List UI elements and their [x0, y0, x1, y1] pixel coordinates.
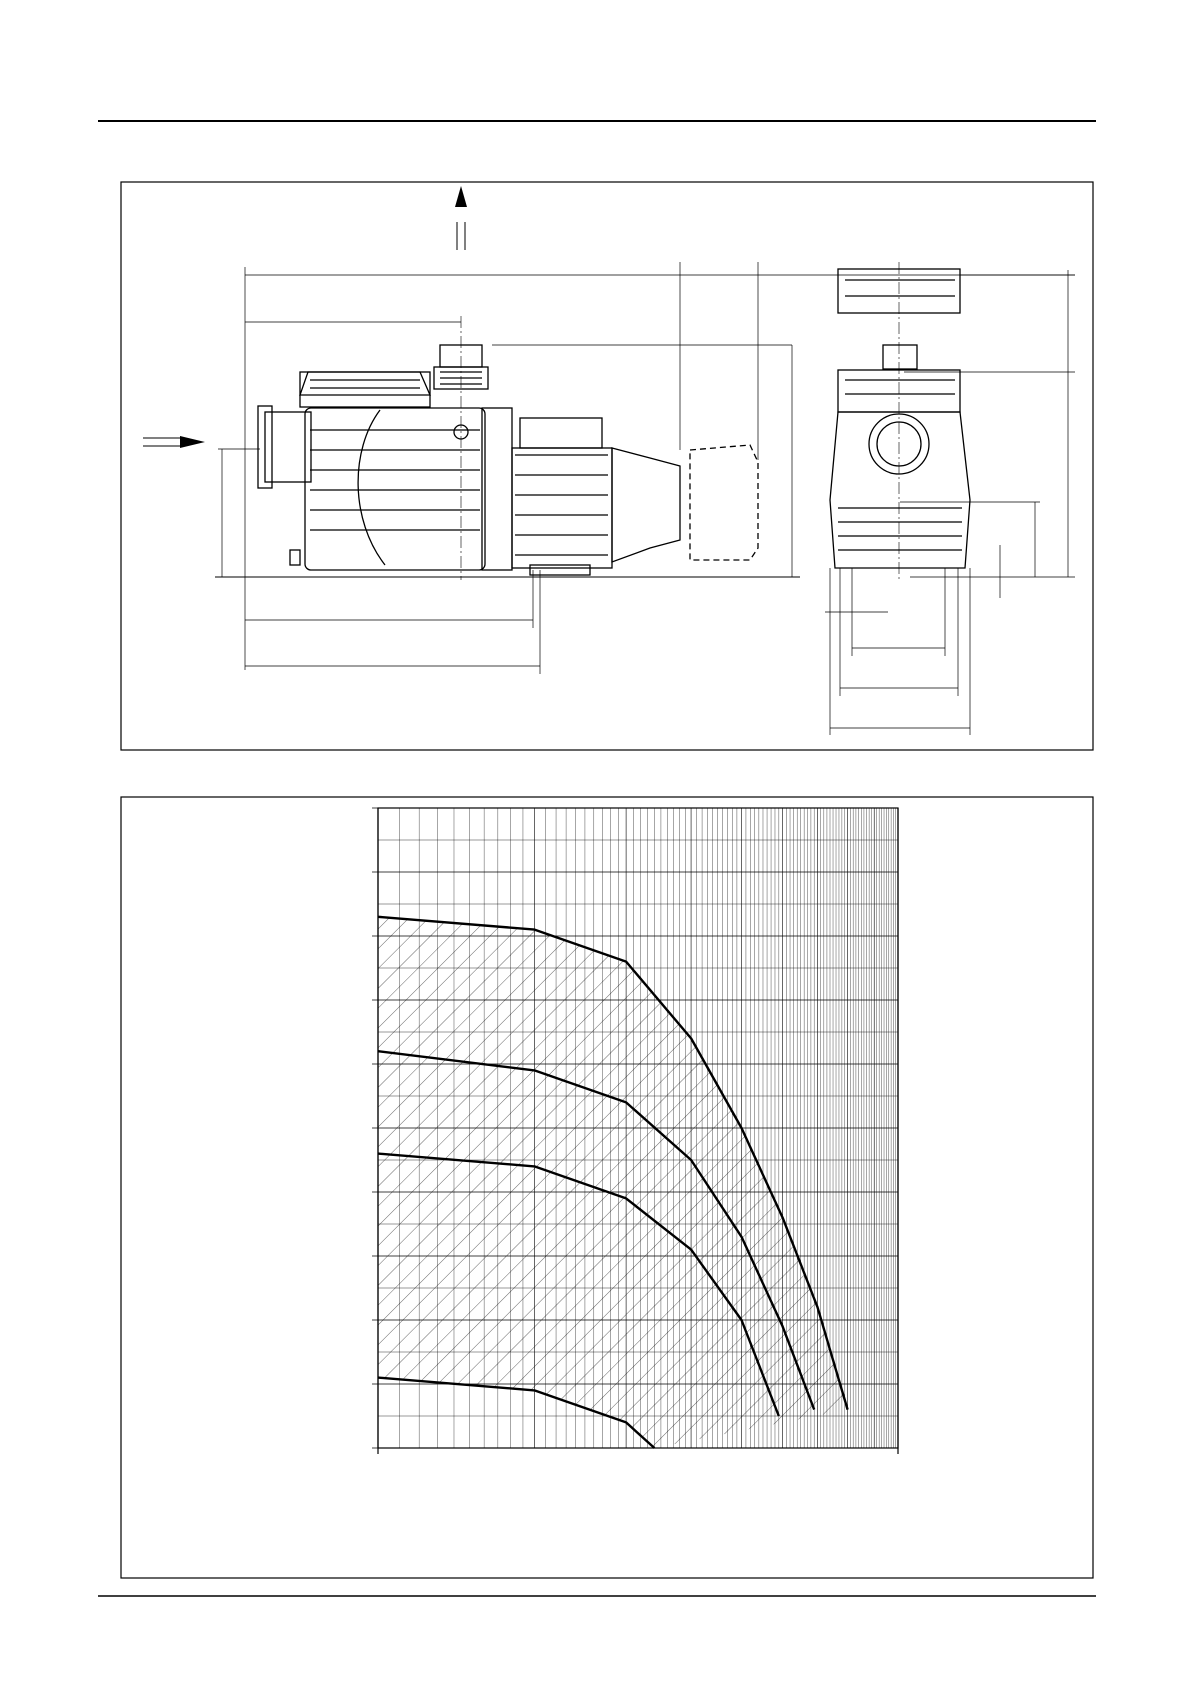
- outlet-flow-arrow: [455, 186, 467, 250]
- performance-chart-panel: [121, 797, 1093, 1578]
- pump-side-view: [215, 262, 1075, 674]
- dimension-drawing-panel: [121, 182, 1093, 750]
- pump-front-view: [825, 262, 1075, 735]
- operating-area-hatch: [378, 917, 848, 1448]
- inlet-flow-arrow: [143, 436, 205, 448]
